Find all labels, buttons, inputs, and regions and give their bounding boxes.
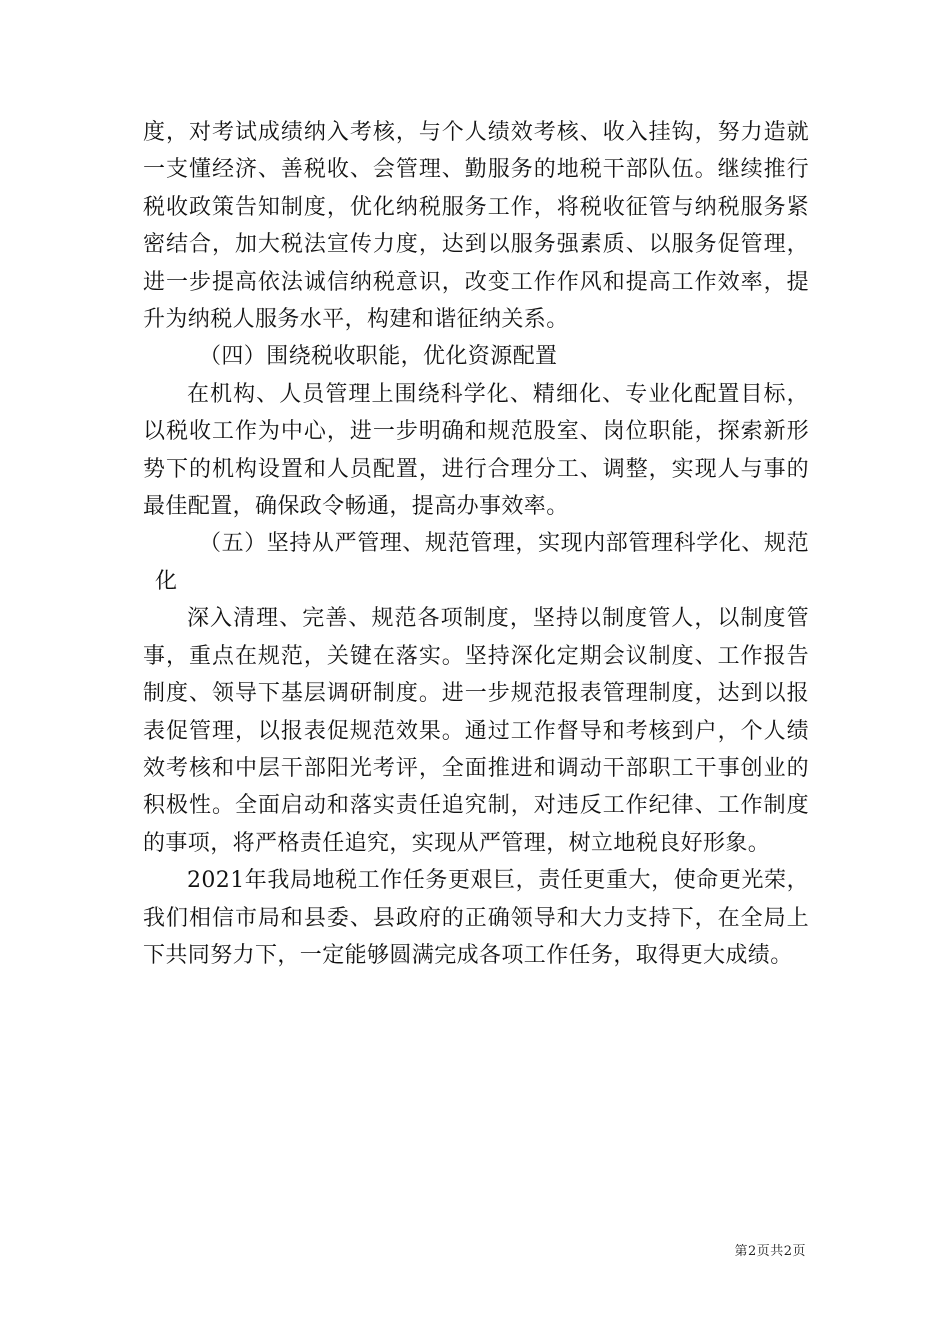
paragraph-internal-management: 深入清理、完善、规范各项制度，坚持以制度管人，以制度管事，重点在规范，关键在落实。坚持深化定期会议制度、工作报告制度、领导下基层调研制度。进一步规范报表管理制度，达到以报表促管理，以报表促规范效果。通过工作督导和考核到户，个人绩效考核和中层干部阳光考评，全面推进和调动干部职工干事创业的积极性。全面启动和落实责任追究制，对违反工作纪律、工作制度的事项，将严格责任追究，实现从严管理，树立地税良好形象。 xyxy=(143,606,809,856)
paragraph-conclusion: 2021年我局地税工作任务更艰巨，责任更重大，使命更光荣，我们相信市局和县委、县政府的正确领导和大力支持下，在全局上下共同努力下，一定能够圆满完成各项工作任务，取得更大成绩。 xyxy=(143,868,809,968)
paragraph-continuation: 度，对考试成绩纳入考核，与个人绩效考核、收入挂钩，努力造就一支懂经济、善税收、会管理、勤服务的地税干部队伍。继续推行税收政策告知制度，优化纳税服务工作，将税收征管与纳税服务紧密结合，加大税法宣传力度，达到以服务强素质、以服务促管理，进一步提高依法诚信纳税意识，改变工作作风和提高工作效率，提升为纳税人服务水平，构建和谐征纳关系。 xyxy=(143,120,809,333)
section-heading-4: （四）围绕税收职能，优化资源配置 xyxy=(199,344,558,370)
document-body xyxy=(143,114,809,974)
section-heading-5: （五）坚持从严管理、规范管理，实现内部管理科学化、规范化 xyxy=(155,531,809,594)
page-number-footer: 第2页共2页 xyxy=(734,1244,806,1259)
paragraph-resource-allocation: 在机构、人员管理上围绕科学化、精细化、专业化配置目标，以税收工作为中心，进一步明确和规范股室、岗位职能，探索新形势下的机构设置和人员配置，进行合理分工、调整，实现人与事的最佳配置，确保政令畅通，提高办事效率。 xyxy=(143,381,809,520)
